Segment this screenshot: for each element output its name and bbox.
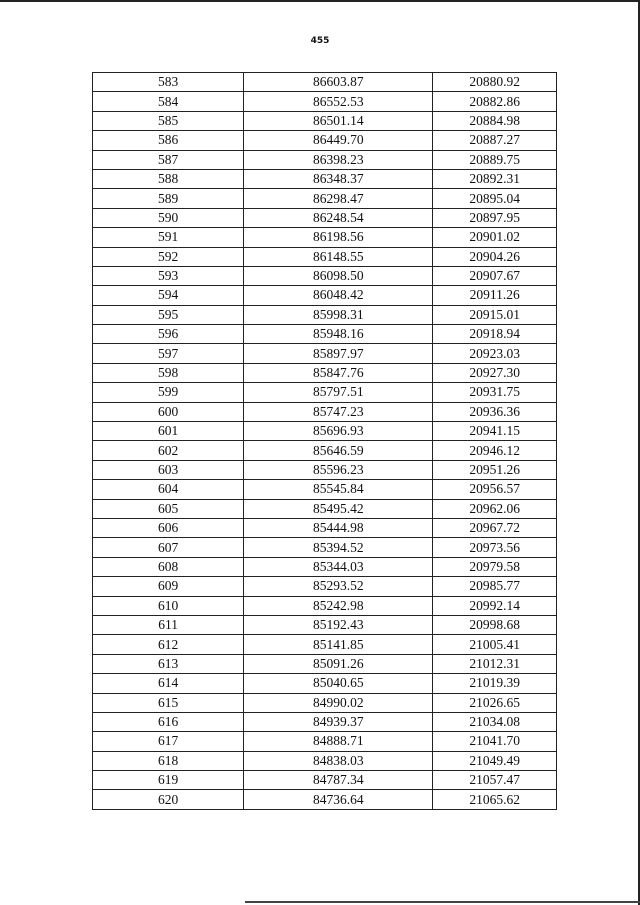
x-coordinate-cell: 86098.50 [244, 266, 433, 285]
row-index-cell: 594 [93, 286, 244, 305]
y-coordinate-cell: 20927.30 [433, 363, 557, 382]
row-index-cell: 588 [93, 169, 244, 188]
row-index-cell: 596 [93, 325, 244, 344]
y-coordinate-cell: 20915.01 [433, 305, 557, 324]
table-row [93, 402, 557, 421]
row-index-cell: 599 [93, 383, 244, 402]
table-row [93, 383, 557, 402]
x-coordinate-cell: 85293.52 [244, 577, 433, 596]
y-coordinate-cell: 20901.02 [433, 228, 557, 247]
row-index-cell: 614 [93, 674, 244, 693]
y-coordinate-cell: 20967.72 [433, 518, 557, 537]
y-coordinate-cell: 20918.94 [433, 325, 557, 344]
x-coordinate-cell: 85242.98 [244, 596, 433, 615]
row-index-cell: 610 [93, 596, 244, 615]
x-coordinate-cell: 85596.23 [244, 460, 433, 479]
y-coordinate-cell: 20979.58 [433, 557, 557, 576]
row-index-cell: 590 [93, 208, 244, 227]
y-coordinate-cell: 20907.67 [433, 266, 557, 285]
row-index-cell: 587 [93, 150, 244, 169]
row-index-cell: 592 [93, 247, 244, 266]
table-row [93, 460, 557, 479]
y-coordinate-cell: 20892.31 [433, 169, 557, 188]
table-row [93, 208, 557, 227]
row-index-cell: 602 [93, 441, 244, 460]
x-coordinate-cell: 85847.76 [244, 363, 433, 382]
y-coordinate-cell: 20931.75 [433, 383, 557, 402]
table-row [93, 693, 557, 712]
table-row [93, 615, 557, 634]
top-border-rule [0, 0, 640, 2]
table-row [93, 732, 557, 751]
y-coordinate-cell: 20936.36 [433, 402, 557, 421]
x-coordinate-cell: 86449.70 [244, 131, 433, 150]
table-row [93, 247, 557, 266]
row-index-cell: 618 [93, 751, 244, 770]
x-coordinate-cell: 85646.59 [244, 441, 433, 460]
row-index-cell: 593 [93, 266, 244, 285]
page-number: 455 [310, 36, 330, 46]
y-coordinate-cell: 20956.57 [433, 480, 557, 499]
row-index-cell: 597 [93, 344, 244, 363]
bottom-border-rule [245, 901, 640, 903]
row-index-cell: 613 [93, 654, 244, 673]
x-coordinate-cell: 84939.37 [244, 712, 433, 731]
y-coordinate-cell: 20962.06 [433, 499, 557, 518]
y-coordinate-cell: 21041.70 [433, 732, 557, 751]
y-coordinate-cell: 20911.26 [433, 286, 557, 305]
table-row [93, 111, 557, 130]
x-coordinate-cell: 84838.03 [244, 751, 433, 770]
x-coordinate-cell: 85948.16 [244, 325, 433, 344]
y-coordinate-cell: 20884.98 [433, 111, 557, 130]
row-index-cell: 606 [93, 518, 244, 537]
table-row [93, 169, 557, 188]
table-row [93, 286, 557, 305]
row-index-cell: 611 [93, 615, 244, 634]
row-index-cell: 600 [93, 402, 244, 421]
x-coordinate-cell: 86398.23 [244, 150, 433, 169]
row-index-cell: 604 [93, 480, 244, 499]
table-row [93, 189, 557, 208]
y-coordinate-cell: 20882.86 [433, 92, 557, 111]
x-coordinate-cell: 86298.47 [244, 189, 433, 208]
y-coordinate-cell: 21026.65 [433, 693, 557, 712]
table-row [93, 635, 557, 654]
row-index-cell: 608 [93, 557, 244, 576]
table-row [93, 363, 557, 382]
x-coordinate-cell: 84736.64 [244, 790, 433, 809]
row-index-cell: 620 [93, 790, 244, 809]
x-coordinate-cell: 85495.42 [244, 499, 433, 518]
x-coordinate-cell: 85747.23 [244, 402, 433, 421]
y-coordinate-cell: 20946.12 [433, 441, 557, 460]
table-row [93, 266, 557, 285]
table-row [93, 674, 557, 693]
x-coordinate-cell: 85091.26 [244, 654, 433, 673]
y-coordinate-cell: 20889.75 [433, 150, 557, 169]
y-coordinate-cell: 20951.26 [433, 460, 557, 479]
table-row [93, 712, 557, 731]
y-coordinate-cell: 21057.47 [433, 771, 557, 790]
table-row [93, 73, 557, 92]
x-coordinate-cell: 85897.97 [244, 344, 433, 363]
row-index-cell: 584 [93, 92, 244, 111]
x-coordinate-cell: 86552.53 [244, 92, 433, 111]
table-body [93, 73, 557, 810]
row-index-cell: 589 [93, 189, 244, 208]
x-coordinate-cell: 85344.03 [244, 557, 433, 576]
x-coordinate-cell: 85394.52 [244, 538, 433, 557]
y-coordinate-cell: 20998.68 [433, 615, 557, 634]
y-coordinate-cell: 20897.95 [433, 208, 557, 227]
table-row [93, 325, 557, 344]
y-coordinate-cell: 21049.49 [433, 751, 557, 770]
table-row [93, 131, 557, 150]
row-index-cell: 617 [93, 732, 244, 751]
row-index-cell: 595 [93, 305, 244, 324]
row-index-cell: 605 [93, 499, 244, 518]
y-coordinate-cell: 21005.41 [433, 635, 557, 654]
row-index-cell: 615 [93, 693, 244, 712]
y-coordinate-cell: 21019.39 [433, 674, 557, 693]
y-coordinate-cell: 20985.77 [433, 577, 557, 596]
table-row [93, 654, 557, 673]
row-index-cell: 603 [93, 460, 244, 479]
table-row [93, 557, 557, 576]
x-coordinate-cell: 85797.51 [244, 383, 433, 402]
x-coordinate-cell: 85545.84 [244, 480, 433, 499]
y-coordinate-cell: 20887.27 [433, 131, 557, 150]
table-row [93, 790, 557, 809]
y-coordinate-cell: 20923.03 [433, 344, 557, 363]
table-row [93, 596, 557, 615]
x-coordinate-cell: 85192.43 [244, 615, 433, 634]
y-coordinate-cell: 20992.14 [433, 596, 557, 615]
row-index-cell: 601 [93, 422, 244, 441]
row-index-cell: 619 [93, 771, 244, 790]
table-row [93, 305, 557, 324]
row-index-cell: 586 [93, 131, 244, 150]
x-coordinate-cell: 85141.85 [244, 635, 433, 654]
row-index-cell: 598 [93, 363, 244, 382]
x-coordinate-cell: 86198.56 [244, 228, 433, 247]
x-coordinate-cell: 86248.54 [244, 208, 433, 227]
table-row [93, 92, 557, 111]
y-coordinate-cell: 21012.31 [433, 654, 557, 673]
y-coordinate-cell: 20880.92 [433, 73, 557, 92]
coordinate-table [92, 72, 557, 810]
x-coordinate-cell: 84888.71 [244, 732, 433, 751]
y-coordinate-cell: 20941.15 [433, 422, 557, 441]
x-coordinate-cell: 85040.65 [244, 674, 433, 693]
x-coordinate-cell: 86501.14 [244, 111, 433, 130]
row-index-cell: 583 [93, 73, 244, 92]
x-coordinate-cell: 86603.87 [244, 73, 433, 92]
x-coordinate-cell: 86348.37 [244, 169, 433, 188]
table-row [93, 480, 557, 499]
table-row [93, 771, 557, 790]
x-coordinate-cell: 84787.34 [244, 771, 433, 790]
row-index-cell: 607 [93, 538, 244, 557]
x-coordinate-cell: 86048.42 [244, 286, 433, 305]
table-row [93, 538, 557, 557]
row-index-cell: 585 [93, 111, 244, 130]
x-coordinate-cell: 85444.98 [244, 518, 433, 537]
table-row [93, 499, 557, 518]
y-coordinate-cell: 20904.26 [433, 247, 557, 266]
table-row [93, 577, 557, 596]
row-index-cell: 616 [93, 712, 244, 731]
x-coordinate-cell: 85998.31 [244, 305, 433, 324]
y-coordinate-cell: 20895.04 [433, 189, 557, 208]
y-coordinate-cell: 21065.62 [433, 790, 557, 809]
x-coordinate-cell: 84990.02 [244, 693, 433, 712]
y-coordinate-cell: 20973.56 [433, 538, 557, 557]
x-coordinate-cell: 85696.93 [244, 422, 433, 441]
row-index-cell: 612 [93, 635, 244, 654]
table-row [93, 751, 557, 770]
table-row [93, 518, 557, 537]
row-index-cell: 591 [93, 228, 244, 247]
table-row [93, 441, 557, 460]
row-index-cell: 609 [93, 577, 244, 596]
table-row [93, 344, 557, 363]
table-row [93, 422, 557, 441]
x-coordinate-cell: 86148.55 [244, 247, 433, 266]
table-row [93, 228, 557, 247]
y-coordinate-cell: 21034.08 [433, 712, 557, 731]
table-row [93, 150, 557, 169]
